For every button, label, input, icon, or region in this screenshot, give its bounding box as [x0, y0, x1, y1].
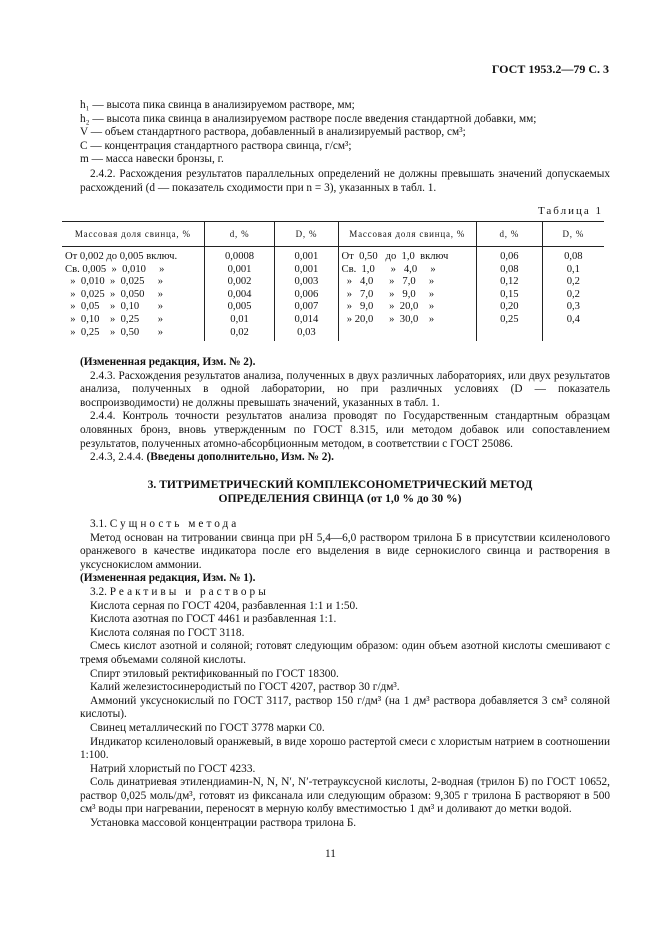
page-number: 11: [325, 848, 336, 860]
definition-m: m — масса навески бронзы, г.: [80, 153, 224, 166]
table-col-mass-fraction-2: От 0,50 до 1,0 включ Св. 1,0 » 4,0 » » 4,0 » 7,0 » » 7,0 » 9,0 » » 9,0 » 20,0 » » 20,0 » 30,0 »: [338, 247, 477, 342]
paragraph-2-4-3: 2.4.3. Расхождения результатов анализа, полученных в двух различных лабораториях, или двух результатов анализа, полученных в одной лаборатории, но при различных условиях (D — показатель воспроизводимости) не должны превышать значений, указанных в табл. 1.: [80, 369, 610, 409]
added-note-prefix: 2.4.3, 2.4.4.: [90, 451, 147, 464]
definition-h2: h₂ — высота пика свинца в анализируемом растворе после введения стандартной добавки, мм;: [80, 112, 537, 125]
reagent-ammonium-acetate: Аммоний уксуснокислый по ГОСТ 3117, раствор 150 г/дм³ (на 1 дм³ раствора добавляется 3 см³ соляной кислоты).: [80, 694, 610, 721]
formula-definitions: [80, 99, 610, 167]
section-3-title-line-1: 3. ТИТРИМЕТРИЧЕСКИЙ КОМПЛЕКСОНОМЕТРИЧЕСКИЙ МЕТОД: [147, 478, 533, 491]
edition-note-1: (Измененная редакция, Изм. № 1).: [80, 572, 256, 585]
definition-h1: h₁ — высота пика свинца в анализируемом растворе, мм;: [80, 99, 355, 111]
table-header-row: [62, 222, 604, 247]
definition-c: C — концентрация стандартного раствора свинца, г/см³;: [80, 139, 352, 152]
table-caption: Таблица 1: [537, 205, 603, 217]
subsection-3-1-text: Метод основан на титровании свинца при pH 5,4—6,0 раствором трилона Б в присутствии ксиленолового оранжевого в качестве индикатора после его выделения в виде сернокислого свинца и растворения в уксуснокислом аммонии.: [80, 531, 610, 571]
reagent-nitric-acid: Кислота азотная по ГОСТ 4461 и разбавленная 1:1.: [90, 613, 337, 626]
subsection-3-2-title: Реактивы и растворы: [109, 585, 269, 598]
edition-note-2: (Измененная редакция, Изм. № 2).: [80, 356, 256, 368]
paragraph-added-note: [80, 451, 610, 465]
section-3-title-line-2: ОПРЕДЕЛЕНИЯ СВИНЦА (от 1,0 % до 30 %): [218, 492, 462, 505]
header-mass-fraction-1: Массовая доля свинца, %: [62, 222, 204, 247]
reagent-xylenol-orange: Индикатор ксиленоловый оранжевый, в виде хорошо растертой смеси с хлористым натрием в соотношении 1:100.: [80, 735, 610, 762]
header-mass-fraction-2: Массовая доля свинца, %: [338, 222, 477, 247]
reagent-sodium-chloride: Натрий хлористый по ГОСТ 4233.: [90, 762, 256, 775]
reagent-ethanol: Спирт этиловый ректификованный по ГОСТ 18300.: [90, 667, 339, 680]
reagent-hydrochloric-acid: Кислота соляная по ГОСТ 3118.: [90, 626, 245, 639]
reagent-trilon-b-standardization: Установка массовой концентрации раствора трилона Б.: [90, 817, 357, 830]
subsection-3-1-number: 3.1.: [90, 518, 110, 530]
table-col-d-1: 0,0008 0,001 0,002 0,004 0,005 0,01 0,02: [204, 247, 275, 342]
added-note-bold: (Введены дополнительно, Изм. № 2).: [146, 451, 334, 464]
table-col-d-2: 0,06 0,08 0,12 0,15 0,20 0,25: [477, 247, 543, 342]
table-col-D-1: 0,001 0,001 0,003 0,006 0,007 0,014 0,03: [275, 247, 338, 342]
subsection-3-2-number: 3.2.: [90, 585, 110, 598]
header-D-1: D, %: [275, 222, 338, 247]
tolerance-table: [62, 221, 604, 341]
subsection-3-1-title: Сущность метода: [109, 518, 240, 530]
table-col-D-2: 0,08 0,1 0,2 0,2 0,3 0,4: [542, 247, 604, 342]
paragraph-2-4-2: 2.4.2. Расхождения результатов параллельных определений не должны превышать значений допускаемых расхождений (d — показатель сходимости при n = 3), указанных в табл. 1.: [80, 168, 610, 194]
reagent-trilon-b: Соль динатриевая этилендиамин-N, N, N′, N′-тетрауксусной кислоты, 2-водная (трилон Б) по ГОСТ 10652, раствор 0,025 моль/дм³, готовят из фиксанала или следующим образом: 9,305 г трилона Б растворяют в 500 см³ воды при нагревании, переносят в мерную колбу вместимостью 1 дм³ и доливают до метки водой.: [80, 776, 610, 816]
page-header: ГОСТ 1953.2—79 С. 3: [491, 62, 609, 76]
subsection-3-1-heading: [80, 518, 610, 532]
header-d-1: d, %: [204, 222, 275, 247]
table-row: [62, 247, 604, 342]
paragraph-2-4-4: 2.4.4. Контроль точности результатов анализа проводят по Государственным стандартным образцам оловянных бронз, вновь утвержденным по ГОСТ 8.315, или методом добавок или сопоставлением результатов, полученных атомно-абсорбционным методом, в соответствии с ГОСТ 25086.: [80, 410, 610, 450]
table-col-mass-fraction-1: От 0,002 до 0,005 включ. Св. 0,005 » 0,010 » » 0,010 » 0,025 » » 0,025 » 0,050 » » 0,05 » 0,10 » » 0,10 » 0,25 » » 0,25 » 0,50 »: [65, 251, 178, 338]
reagent-acid-mixture: Смесь кислот азотной и соляной; готовят следующим образом: один объем азотной кислоты смешивают с тремя объемами соляной кислоты.: [80, 640, 610, 666]
header-d-2: d, %: [477, 222, 543, 247]
header-D-2: D, %: [542, 222, 604, 247]
reagent-sulfuric-acid: Кислота серная по ГОСТ 4204, разбавленная 1:1 и 1:50.: [90, 599, 358, 612]
definition-v: V — объем стандартного раствора, добавленный в анализируемый раствор, см³;: [80, 126, 466, 139]
subsection-3-2-heading: [80, 586, 610, 600]
reagent-lead-metal: Свинец металлический по ГОСТ 3778 марки С0.: [90, 721, 325, 734]
reagent-potassium-ferrocyanide: Калий железистосинеродистый по ГОСТ 4207, раствор 30 г/дм³.: [90, 681, 400, 694]
